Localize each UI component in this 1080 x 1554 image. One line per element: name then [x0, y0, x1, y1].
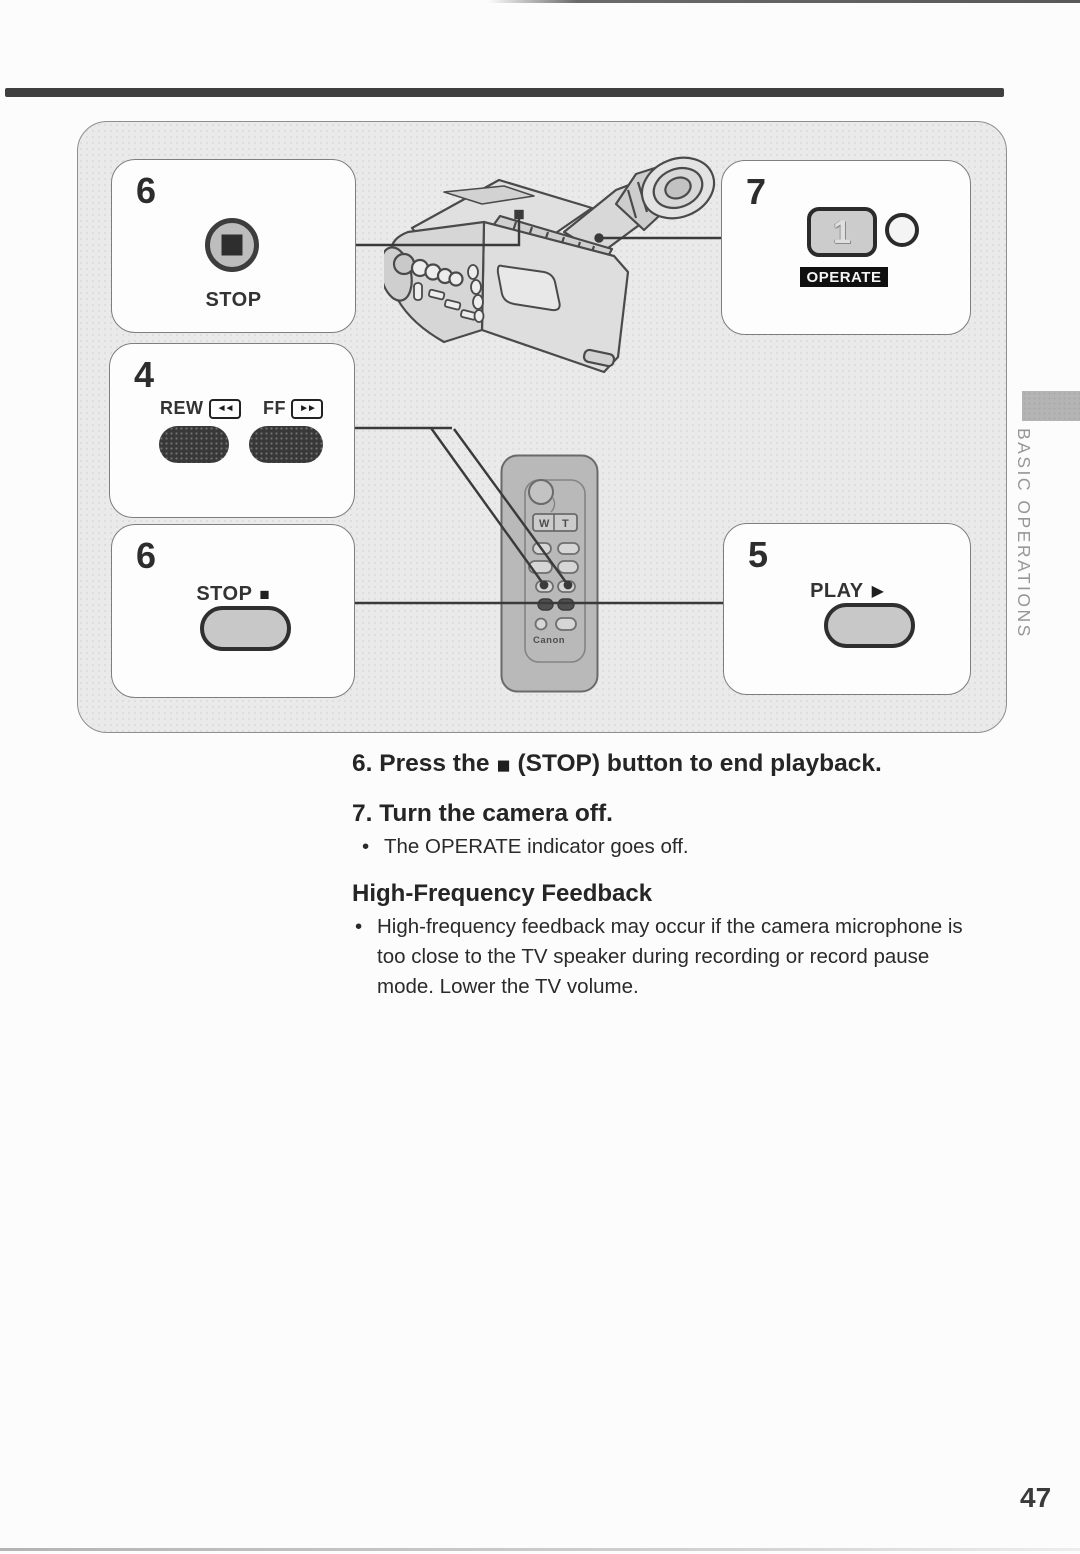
feedback-heading: High-Frequency Feedback [352, 880, 653, 907]
chapter-title-vertical: BASIC OPERATIONS [1014, 428, 1034, 639]
step-number: 4 [134, 354, 155, 395]
stop-button-label: STOP [205, 289, 262, 311]
stop-button-label: STOP [196, 583, 253, 605]
rew-icon: ◄◄ [209, 399, 241, 419]
scan-artifact-bottom [0, 1548, 1080, 1551]
step-number: 6 [136, 535, 157, 576]
power-button-glyph: 1 [833, 213, 851, 250]
stop-square-icon: ■ [259, 585, 270, 604]
step-7-text: 7. Turn the camera off. [352, 800, 613, 827]
bullet-icon: • [362, 835, 370, 858]
ff-button-label: FF [263, 398, 286, 418]
stop-square-icon [222, 235, 243, 256]
step-6-text: 6. Press the ■ (STOP) button to end playback. [352, 750, 882, 778]
remote-zoom-w-label: W [539, 518, 550, 530]
operate-label: OPERATE [800, 267, 888, 287]
stop-button-illustration [205, 218, 259, 272]
section-divider-bar [5, 88, 1004, 97]
stop-square-icon: ■ [496, 752, 511, 778]
play-button-label: PLAY [810, 580, 864, 602]
remote-zoom-t-label: T [562, 518, 569, 530]
diagram-box-stop-bottom [111, 524, 355, 698]
page-number: 47 [1020, 1482, 1052, 1513]
ff-button-illustration [249, 426, 323, 463]
chapter-tab [1022, 391, 1080, 421]
diagram-panel [77, 121, 1007, 733]
feedback-line: High-frequency feedback may occur if the camera microphone is [377, 915, 963, 938]
play-button-illustration [824, 603, 915, 648]
step-number: 7 [746, 171, 767, 212]
step-number: 6 [136, 170, 157, 211]
feedback-line: too close to the TV speaker during recording or record pause [377, 945, 930, 968]
rew-button-label: REW [160, 398, 204, 418]
power-button-illustration [807, 207, 877, 257]
step-number: 5 [748, 534, 769, 575]
operate-indicator-lamp [885, 213, 919, 247]
ff-icon: ►► [291, 399, 323, 419]
bullet-icon: • [355, 915, 363, 938]
diagram-box-stop-top [111, 159, 356, 333]
remote-brand-label: Canon [533, 635, 566, 646]
play-triangle-icon: ▶ [871, 582, 884, 600]
diagram-box-play [723, 523, 971, 695]
stop-button-illustration [200, 606, 291, 651]
feedback-note [355, 912, 963, 1002]
step-7-bullet: • The OPERATE indicator goes off. [362, 835, 689, 858]
rew-button-illustration [159, 426, 229, 463]
diagram-box-rew-ff [109, 343, 355, 518]
diagram-box-operate [721, 160, 971, 335]
scan-artifact-top [488, 0, 1080, 3]
feedback-line: mode. Lower the TV volume. [377, 975, 639, 998]
